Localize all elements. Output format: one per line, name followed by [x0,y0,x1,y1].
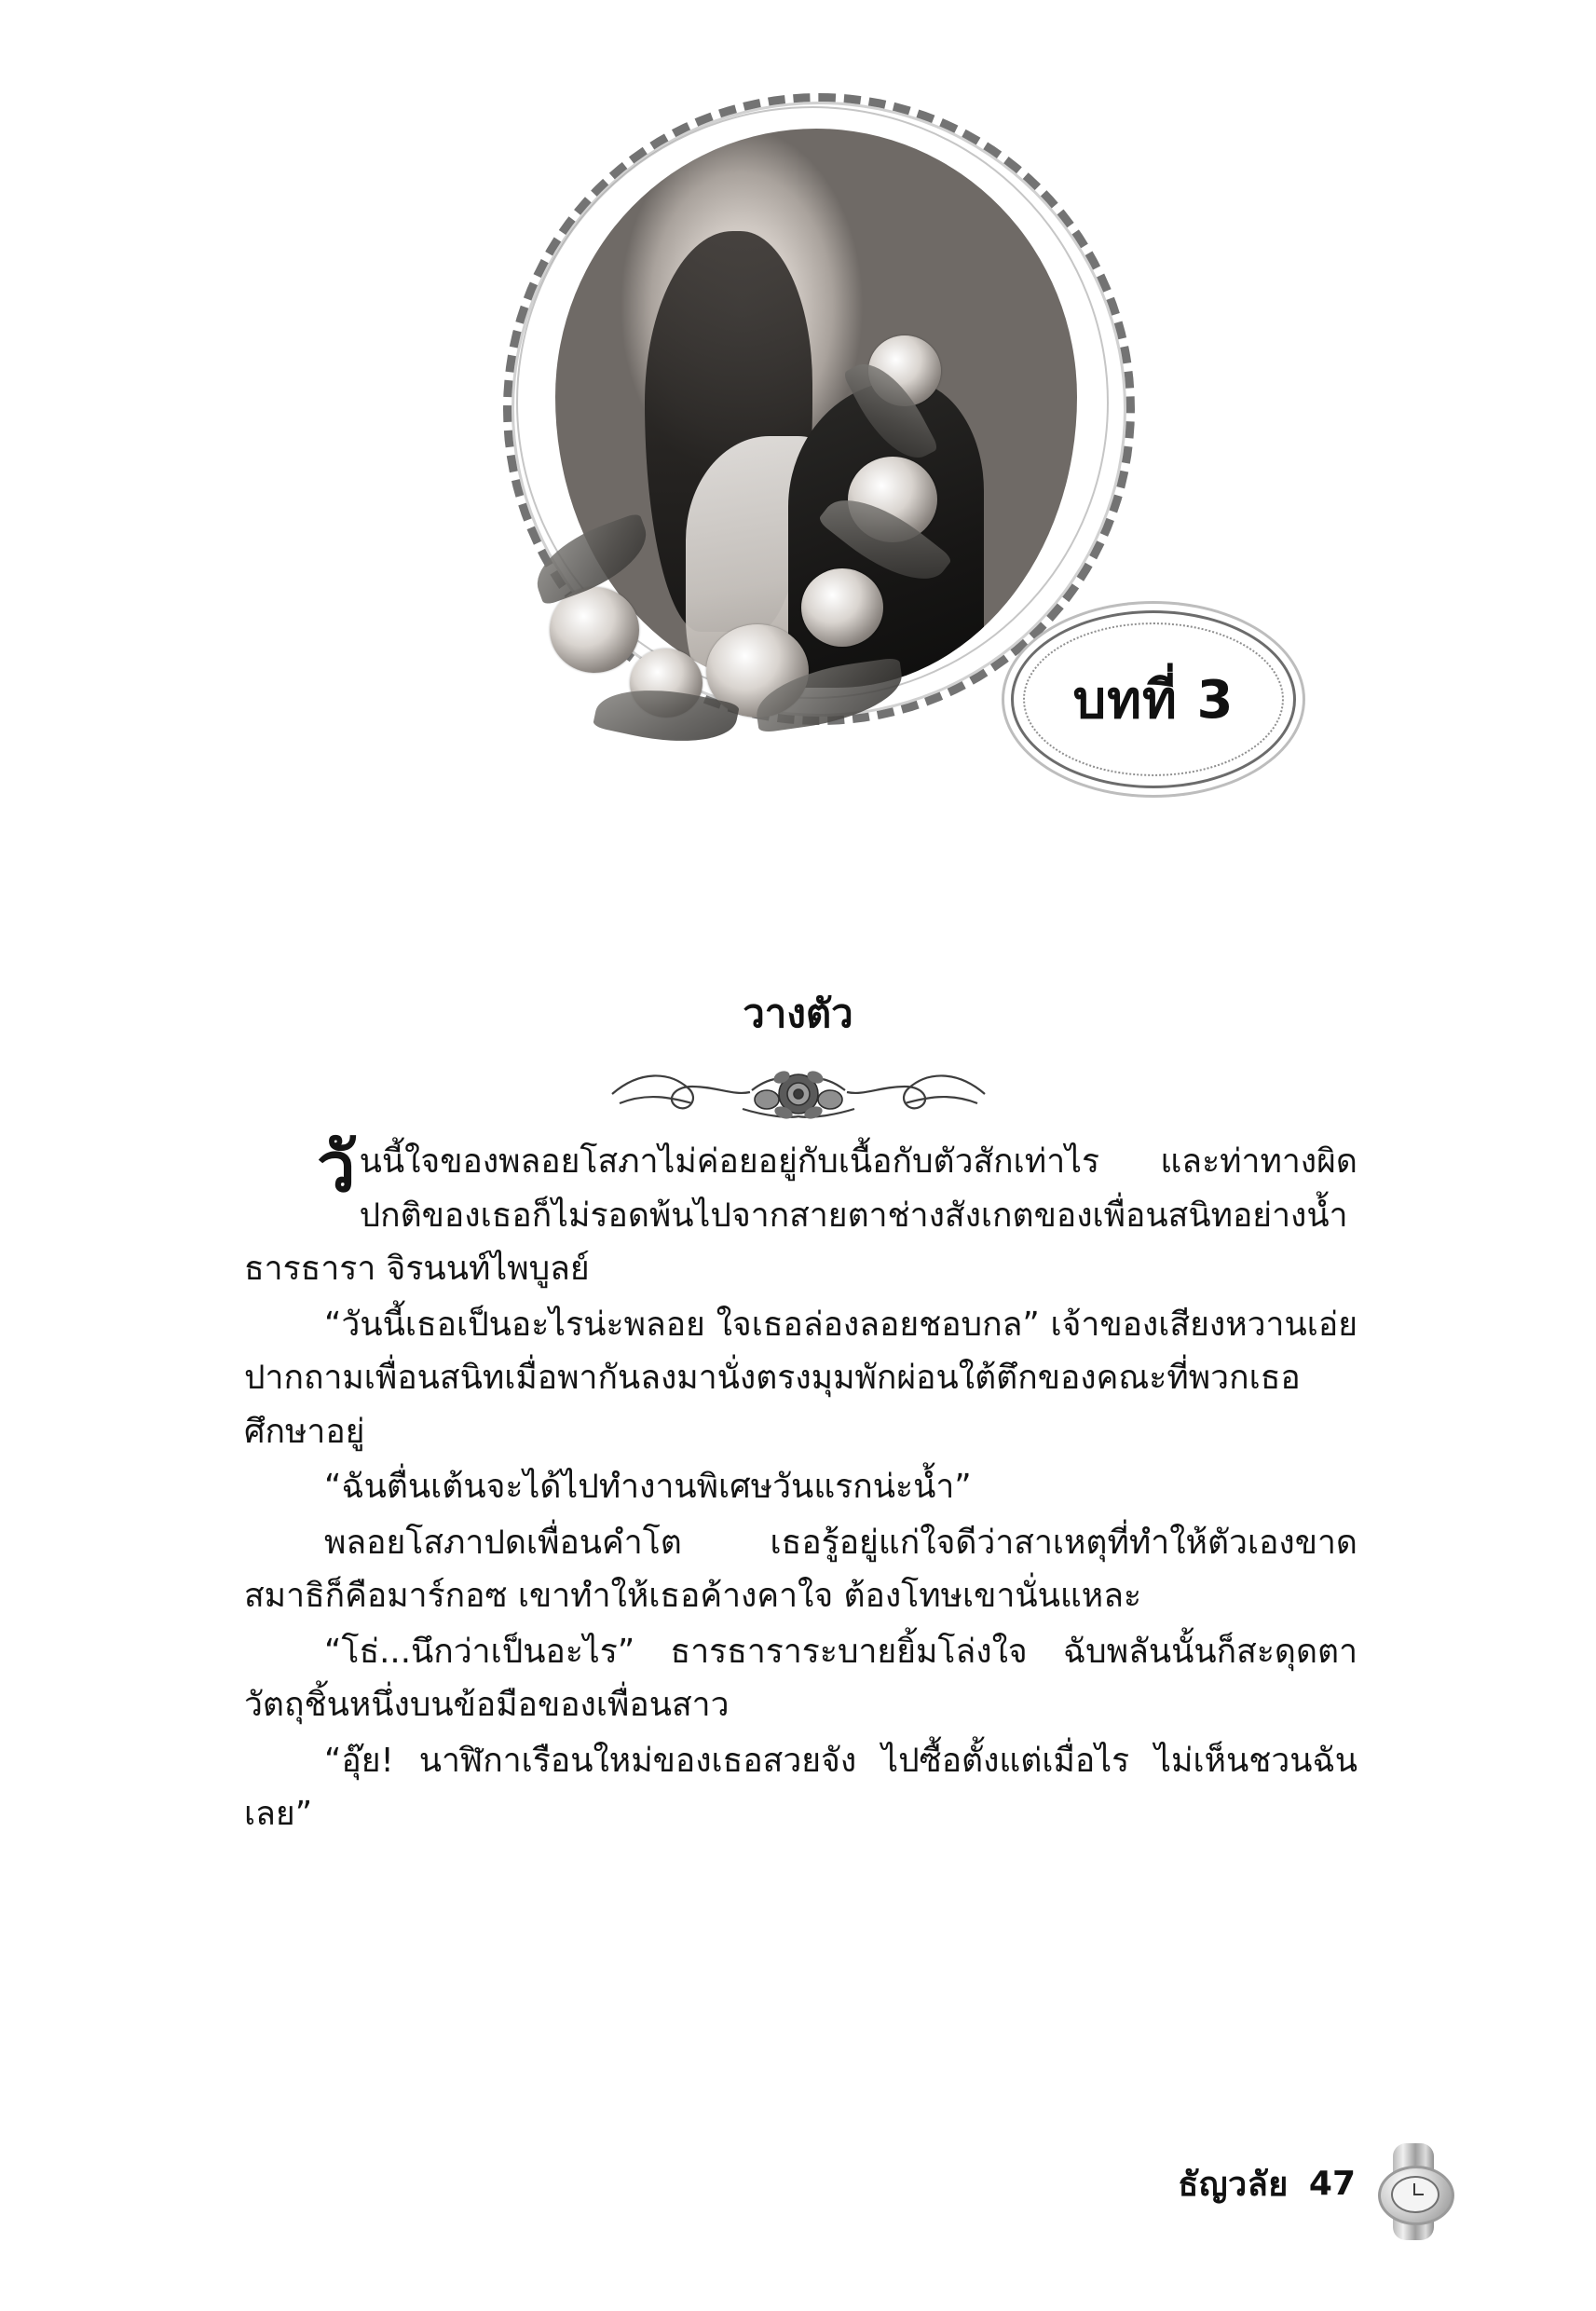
body-text [244,1128,1357,1843]
paragraph: “วันนี้เธอเป็นอะไรน่ะพลอย ใจเธอล่องลอยชอบกล” เจ้าของเสียงหวานเอ่ยปากถามเพื่อนสนิทเมื่อพากันลงมานั่งตรงมุมพักผ่อนใต้ตึกของคณะที่พวกเธอศึกษาอยู่ [244,1305,1357,1451]
page-number: 47 [1308,2165,1356,2203]
footer-author: ธัญวลัย [1178,2166,1289,2204]
rose-icon [801,568,883,647]
wristwatch-icon [1361,2140,1466,2244]
paragraph: “อุ๊ย! นาฬิกาเรือนใหม่ของเธอสวยจัง ไปซื้อตั้งแต่เมื่อไร ไม่เห็นชวนฉันเลย” [244,1741,1357,1833]
paragraph-text: นนี้ใจของพลอยโสภาไม่ค่อยอยู่กับเนื้อกับตัวสักเท่าไร และท่าทางผิดปกติของเธอก็ไม่รอดพ้นไปจากสายตาช่างสังเกตของเพื่อนสนิทอย่างน้ำ ธารธารา จิรนนท์ไพบูลย์ [244,1142,1357,1288]
chapter-badge [1011,610,1296,788]
paragraph: “ฉันตื่นเต้นจะได้ไปทำงานพิเศษวันแรกน่ะน้ำ” [324,1468,972,1506]
ornament-icon [603,1051,994,1129]
paragraph: “โธ่...นึกว่าเป็นอะไร” ธารธาราระบายยิ้มโล่งใจ ฉับพลันนั้นก็สะดุดตาวัตถุชิ้นหนึ่งบนข้อมือของเพื่อนสาว [244,1632,1357,1724]
paragraph [244,1128,1357,1296]
paragraph: พลอยโสภาปดเพื่อนคำโต เธอรู้อยู่แก่ใจดีว่าสาเหตุที่ทำให้ตัวเองขาดสมาธิก็คือมาร์กอซ เขาทำให้เธอค้างคาใจ ต้องโทษเขานั่นแหละ [244,1523,1357,1615]
page-footer [1178,2157,1356,2210]
drop-cap: วั [317,1128,356,1208]
chapter-illustration [466,75,1332,941]
chapter-subtitle: วางตัว [743,991,853,1036]
chapter-badge-label: บทที่ 3 [1072,670,1235,731]
floral-ornament-divider [0,1048,1596,1132]
rose-cluster [540,475,941,736]
watch-face [1391,2176,1439,2213]
rose-icon [550,587,639,673]
watch-hand-hour [1413,2194,1424,2195]
